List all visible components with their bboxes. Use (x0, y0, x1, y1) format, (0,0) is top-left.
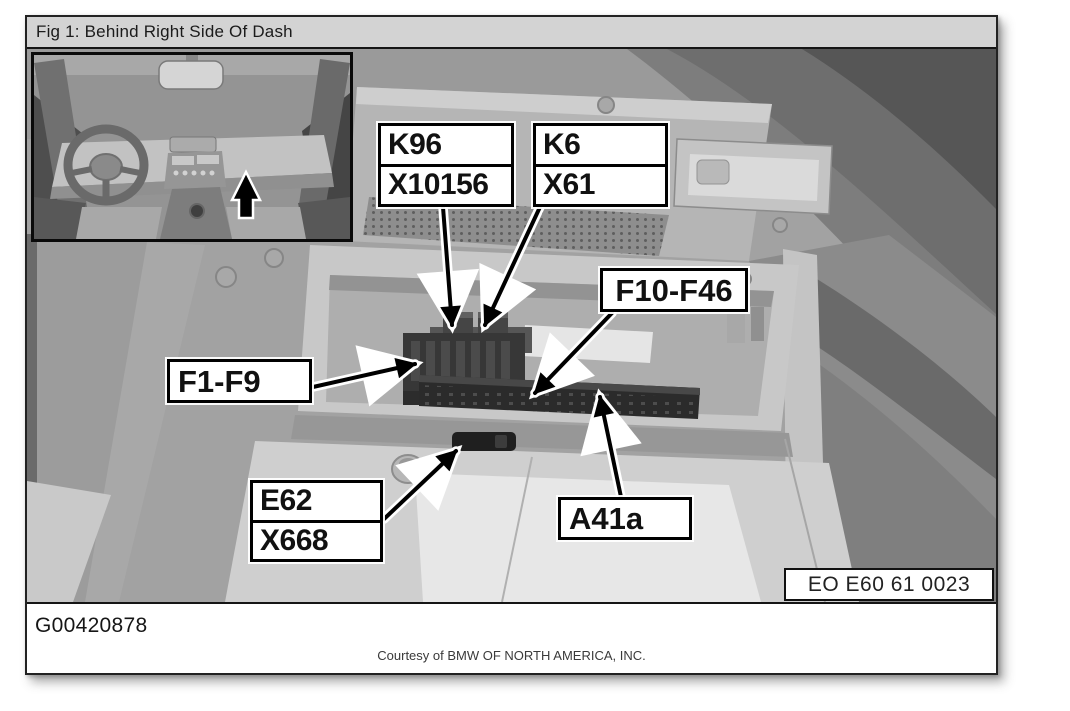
callout-k96-x10156 (378, 123, 514, 207)
callout-e62-x668 (250, 480, 383, 562)
callout-k6-row2: X61 (536, 164, 665, 205)
diagram-photo-area (27, 47, 996, 604)
courtesy-label: Courtesy of BMW OF NORTH AMERICA, INC. (377, 648, 646, 663)
callout-k6-row1: K6 (543, 127, 581, 161)
drawing-number-box (784, 568, 994, 601)
interior-overview-illustration (34, 55, 350, 239)
caption-area (27, 604, 996, 671)
rearview-mirror-shape (159, 61, 223, 89)
figure-title: Fig 1: Behind Right Side Of Dash (36, 22, 293, 41)
figure-title-bar (27, 17, 996, 47)
callout-f1-f9 (167, 359, 312, 403)
callout-k96-row2: X10156 (381, 164, 511, 205)
interior-overview-inset (31, 52, 353, 242)
callout-a41a (558, 497, 692, 540)
callout-k6-x61 (533, 123, 668, 207)
callout-f10-f46 (600, 268, 748, 312)
callout-f10-f46-label: F10-F46 (615, 272, 733, 308)
callout-e62-row2: X668 (253, 520, 380, 560)
callout-f1-f9-label: F1-F9 (178, 363, 261, 399)
image-id-label: G00420878 (35, 614, 148, 637)
callout-k96-row1: K96 (388, 127, 442, 161)
figure-frame (25, 15, 998, 675)
callout-e62-row1: E62 (260, 484, 312, 518)
callout-a41a-label: A41a (569, 501, 644, 536)
drawing-number: EO E60 61 0023 (807, 572, 971, 596)
